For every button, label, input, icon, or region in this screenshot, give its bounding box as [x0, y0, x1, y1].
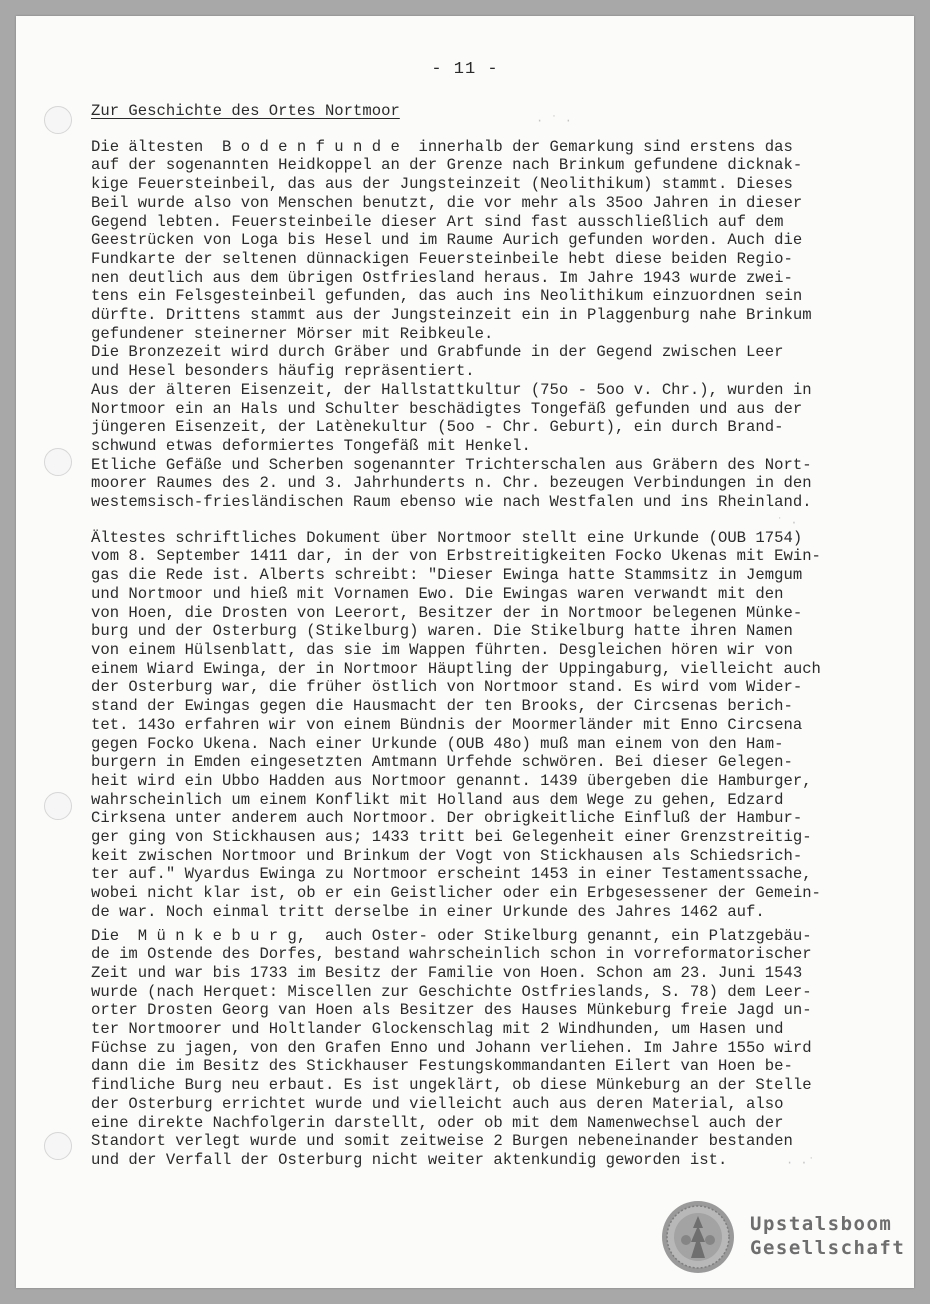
scan-noise: · ·˙	[786, 1156, 815, 1170]
stamp-line-2: Gesellschaft	[750, 1237, 906, 1259]
punch-hole	[44, 1132, 72, 1160]
paragraph-muenkeburg: Die M ü n k e b u r g, auch Oster- oder Stikelburg genannt, ein Platzgebäu- de im Ostende des Dorfes, bestand wahrscheinlich schon in vorreformatorischer Zeit und war bis 1733 im Besitz der Familie von Hoen. Schon am 23. Juni 1543 wurde (nach Herquet: Miscellen zur Geschichte Ostfrieslands, S. 78) dem Leer- orter Drosten Georg van Hoen als Besitzer des Hauses Münkeburg freie Jagd un- ter Nortmoorer und Holtlander Glockenschlag mit 2 Windhunden, um Hasen und Füchse zu jagen, von den Grafen Enno und Johann verliehen. Im Jahre 155o wird dann die im Besitz des Stickhauser Festungskommandanten Eilert van Hoen be- findliche Burg neu erbaut. Es ist ungeklärt, ob diese Münkeburg an der Stelle der Osterburg errichtet wurde und vielleicht auch aus deren Material, also eine direkte Nachfolgerin darstellt, oder ob mit dem Namenwechsel auch der Standort verlegt wurde und somit zeitweise 2 Burgen nebeneinander bestanden und der Verfall der Osterburg nicht weiter aktenkundig geworden ist.	[91, 926, 812, 1169]
punch-hole	[44, 792, 72, 820]
paragraph-gap	[91, 512, 816, 529]
document-body	[91, 102, 821, 1170]
society-stamp	[661, 1200, 906, 1276]
stamp-text	[750, 1212, 905, 1260]
scan-noise: · ˙ ·	[536, 114, 573, 128]
paragraph-urkunde: Ältestes schriftliches Dokument über Nortmoor stellt eine Urkunde (OUB 1754) vom 8. September 1411 dar, in der von Erbstreitigkeiten Focko Ukenas mit Ewin- gas die Rede ist. Alberts schreibt: "Dieser Ewinga hatte Stammsitz in Jemgum und Nortmoor und hieß mit Vornamen Ewo. Die Ewingas waren verwandt mit den von Hoen, die Drosten von Leerort, Besitzer der in Nortmoor belegenen Münke- burg und der Osterburg (Stikelburg) waren. Die Stikelburg hatte ihren Namen von einem Hülsenblatt, das sie im Wappen führten. Desgleichen hören wir von einem Wiard Ewinga, der in Nortmoor Häuptling der Uppingaburg, vielleicht auch der Osterburg war, die früher östlich von Nortmoor stand. Es wird vom Wider- stand der Ewingas gegen die Hausmacht der ten Brooks, der Circsenas berich- tet. 143o erfahren wir von einem Bündnis der Moormerländer mit Enno Circsena gegen Focko Ukena. Nach einer Urkunde (OUB 48o) muß man einem von den Ham- burgern in Emden eingesetzten Amtmann Urfehde schwören. Bei dieser Gelegen- heit wird ein Ubbo Hadden aus Nortmoor genannt. 1439 übergeben die Hamburger, wahrscheinlich um einem Konflikt mit Holland aus dem Wege zu gehen, Edzard Cirksena unter anderem auch Nortmoor. Der obrigkeitliche Einfluß der Hambur- ger ging von Stickhausen aus; 1433 tritt bei Gelegenheit einer Grenzstreitig- keit zwischen Nortmoor und Brinkum der Vogt von Stickhausen als Schiedsrich- ter auf." Wyardus Ewinga zu Nortmoor erscheint 1453 in einer Testamentssache, wobei nicht klar ist, ob er ein Geistlicher oder ein Erbgesessener der Gemein- de war. Noch einmal tritt derselbe in einer Urkunde des Jahres 1462 auf.	[91, 528, 821, 921]
paragraph-bodenfunde: Die ältesten B o d e n f u n d e innerhalb der Gemarkung sind erstens das auf der sogenannten Heidkoppel an der Grenze nach Brinkum gefundene dicknak- kige Feuersteinbeil, das aus der Jungsteinzeit (Neolithikum) stammt. Dieses Beil wurde also von Menschen benutzt, die vor mehr als 35oo Jahren in dieser Gegend lebten. Feuersteinbeile dieser Art sind fast ausschließlich auf dem Geestrücken von Loga bis Hesel und im Raume Aurich gefunden worden. Auch die Fundkarte der seltenen dünnackigen Feuersteinbeile hebt diese beiden Regio- nen deutlich aus dem übrigen Ostfriesland heraus. Im Jahre 1943 wurde zwei- tens ein Felsgesteinbeil gefunden, das auch ins Neolithikum einzuordnen sein dürfte. Drittens stammt aus der Jungsteinzeit ein in Plaggenburg nahe Brinkum gefundener steinerner Mörser mit Reibkeule. Die Bronzezeit wird durch Gräber und Grabfunde in der Gegend zwischen Leer und Hesel besonders häufig repräsentiert. Aus der älteren Eisenzeit, der Hallstattkultur (75o - 5oo v. Chr.), wurden in Nortmoor ein an Hals und Schulter beschädigtes Tongefäß gefunden und aus der jüngeren Eisenzeit, der Latènekultur (5oo - Chr. Geburt), ein durch Brand- schwund etwas deformiertes Tongefäß mit Henkel. Etliche Gefäße und Scherben sogenannter Trichterschalen aus Gräbern des Nort- moorer Raumes des 2. und 3. Jahrhunderts n. Chr. bezeugen Verbindungen in den westemsisch-friesländischen Raum ebenso wie nach Westfalen und ins Rheinland.	[91, 137, 812, 512]
stamp-line-1: Upstalsboom	[750, 1213, 893, 1235]
punch-hole	[44, 106, 72, 134]
punch-hole	[44, 448, 72, 476]
section-title: Zur Geschichte des Ortes Nortmoor	[91, 102, 400, 120]
page-number: - 11 -	[431, 60, 499, 79]
document-page	[16, 16, 914, 1288]
seal-icon	[661, 1200, 735, 1274]
scan-noise: ˙ ·	[776, 516, 798, 530]
